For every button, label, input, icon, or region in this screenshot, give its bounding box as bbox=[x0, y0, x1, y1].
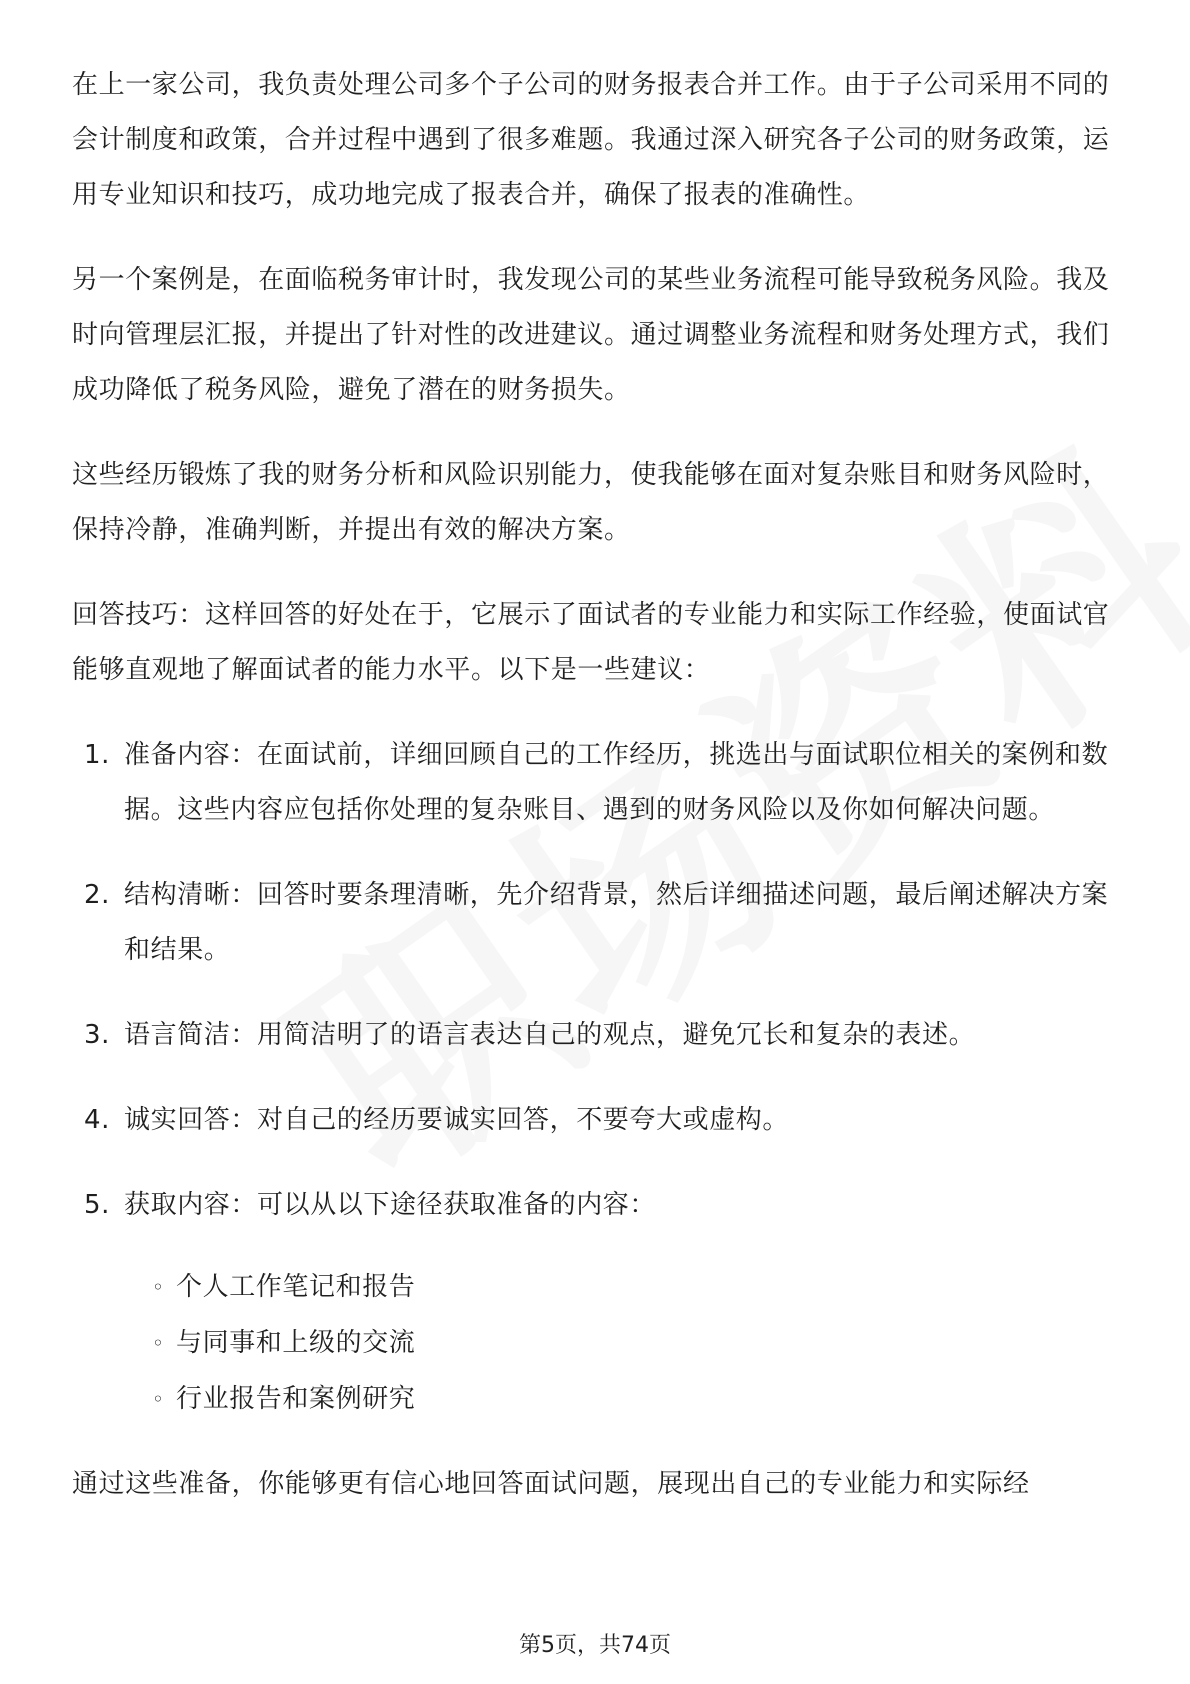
list-item-text: 结构清晰：回答时要条理清晰，先介绍背景，然后详细描述问题，最后阐述解决方案和结果。 bbox=[124, 880, 1109, 965]
paragraph-experience-summary: 这些经历锻炼了我的财务分析和风险识别能力，使我能够在面对复杂账目和财务风险时，保持冷静，准确判断，并提出有效的解决方案。 bbox=[72, 460, 1110, 545]
sub-list-item bbox=[124, 1315, 1120, 1371]
sub-list-item-text: 与同事和上级的交流 bbox=[176, 1328, 416, 1358]
bullet-icon: ◦ bbox=[152, 1387, 165, 1411]
list-number: 5. bbox=[84, 1190, 111, 1220]
sources-list bbox=[124, 1259, 1120, 1427]
page-footer: 第5页，共74页 bbox=[519, 1633, 671, 1658]
list-item bbox=[72, 1008, 1120, 1063]
bullet-icon: ◦ bbox=[152, 1331, 165, 1355]
list-item-text: 准备内容：在面试前，详细回顾自己的工作经历，挑选出与面试职位相关的案例和数据。这些内容应包括你处理的复杂账目、遇到的财务风险以及你如何解决问题。 bbox=[124, 740, 1109, 825]
bullet-icon: ◦ bbox=[152, 1275, 165, 1299]
sub-list-item-text: 行业报告和案例研究 bbox=[176, 1384, 416, 1414]
list-item bbox=[72, 1093, 1120, 1148]
document-body bbox=[72, 58, 1120, 1542]
tips-list bbox=[72, 728, 1120, 1427]
sub-list-item bbox=[124, 1259, 1120, 1315]
paragraph-consolidation-case: 在上一家公司，我负责处理公司多个子公司的财务报表合并工作。由于子公司采用不同的会计制度和政策，合并过程中遇到了很多难题。我通过深入研究各子公司的财务政策，运用专业知识和技巧，成功地完成了报表合并，确保了报表的准确性。 bbox=[72, 70, 1110, 210]
sub-list-item bbox=[124, 1371, 1120, 1427]
list-item bbox=[72, 728, 1120, 838]
list-number: 3. bbox=[84, 1020, 111, 1050]
list-item-text: 语言简洁：用简洁明了的语言表达自己的观点，避免冗长和复杂的表述。 bbox=[124, 1020, 976, 1050]
paragraph-answer-tips-intro: 回答技巧：这样回答的好处在于，它展示了面试者的专业能力和实际工作经验，使面试官能够直观地了解面试者的能力水平。以下是一些建议： bbox=[72, 600, 1110, 685]
paragraph-tax-audit-case: 另一个案例是，在面临税务审计时，我发现公司的某些业务流程可能导致税务风险。我及时向管理层汇报，并提出了针对性的改进建议。通过调整业务流程和财务处理方式，我们成功降低了税务风险，避免了潜在的财务损失。 bbox=[72, 265, 1110, 405]
list-number: 4. bbox=[84, 1105, 111, 1135]
paragraph-closing: 通过这些准备，你能够更有信心地回答面试问题，展现出自己的专业能力和实际经 bbox=[72, 1469, 1030, 1499]
list-item-text: 诚实回答：对自己的经历要诚实回答，不要夸大或虚构。 bbox=[124, 1105, 790, 1135]
list-item-text: 获取内容：可以从以下途径获取准备的内容： bbox=[124, 1190, 657, 1220]
list-item bbox=[72, 868, 1120, 978]
list-item bbox=[72, 1178, 1120, 1427]
list-number: 1. bbox=[84, 740, 111, 770]
list-number: 2. bbox=[84, 880, 111, 910]
sub-list-item-text: 个人工作笔记和报告 bbox=[176, 1272, 416, 1302]
